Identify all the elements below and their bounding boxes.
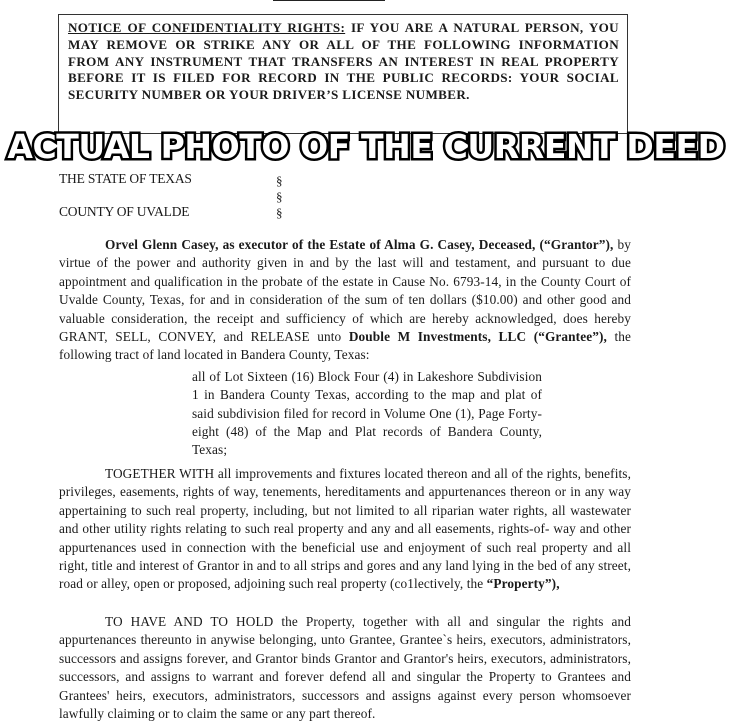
grantor-name: Orvel Glenn Casey, as executor of the Estate of Alma G. Casey, Deceased, (“Grantor”), — [105, 237, 614, 252]
section-mark: § — [276, 189, 283, 204]
section-mark: § — [276, 205, 283, 220]
top-rule — [273, 0, 385, 1]
notice-heading: NOTICE OF CONFIDENTIALITY RIGHTS: — [68, 20, 346, 35]
together-with-paragraph — [59, 465, 631, 594]
grant-tail: the following tract of land located in Bandera County, Texas: — [59, 329, 631, 363]
grant-paragraph — [59, 236, 631, 365]
venue-state: THE STATE OF TEXAS — [59, 171, 192, 186]
habendum-body: TO HAVE AND TO HOLD the Property, together with all and singular the rights and appurtenances thereunto in anywise belonging, unto Grantee, Grantee`s heirs, executors, administrators, successors and assigns forever, and Grantor binds Grantor and Grantor's heirs, executors, administrators, successors, and assigns to warrant and forever defend all and singular the Property to Grantees and Grantees' heirs, executors, administrators, successors and assigns against every person whomsoever lawfully claiming or to claim the same or any part thereof. — [59, 614, 631, 722]
grant-body: by virtue of the power and authority given in and by the last will and testament, and pursuant to due appointment and qualification in the probate of the estate in Cause No. 6793-14, in the County Court of Uvalde County, Texas, for and in consideration of the sum of ten dollars ($10.00) and other good and valuable consideration, the receipt and sufficiency of which are hereby acknowledged, does hereby GRANT, SELL, CONVEY, and RELEASE unto — [59, 237, 631, 345]
overlay-banner: ACTUAL PHOTO OF THE CURRENT DEED — [7, 126, 725, 166]
notice-body: IF YOU ARE A NATURAL PERSON, YOU MAY REMOVE OR STRIKE ANY OR ALL OF THE FOLLOWING INFORMATION FROM ANY INSTRUMENT THAT TRANSFERS AN INTEREST IN REAL PROPERTY BEFORE IT IS FILED FOR RECORD IN THE PUBLIC RECORDS: YOUR SOCIAL SECURITY NUMBER OR YOUR DRIVER’S LICENSE NUMBER. — [68, 20, 619, 103]
grantee-name: Double M Investments, LLC (“Grantee”), — [348, 329, 607, 345]
habendum-paragraph — [59, 613, 631, 723]
section-mark: § — [276, 173, 283, 188]
together-body: TOGETHER WITH all improvements and fixtures located thereon and all of the rights, benefits, privileges, easements, rights of way, tenements, hereditaments and appurtenances thereon or in any way appertaining to such real property, including, but not limited to all riparian water rights, all wastewater and other utility rights relating to such real property and any and all easements, rights-of- way and other appurtenances used in connection with the beneficial use and enjoyment of such real property and all right, title and interest of Grantor in and to all strips and gores and any land lying in the bed of any street, road or alley, open or proposed, adjoining such real property (co1lectively, the — [59, 466, 631, 592]
venue-county: COUNTY OF UVALDE — [59, 204, 190, 219]
confidentiality-notice-box — [58, 14, 628, 134]
property-term: “Property”), — [486, 576, 560, 592]
confidentiality-notice — [68, 20, 619, 104]
legal-description: all of Lot Sixteen (16) Block Four (4) in Lakeshore Subdivision 1 in Bandera County Texas, according to the map and plat of said subdivision filed for record in Volume One (1), Page Forty-eight (48) of the Map and Plat records of Bandera County, Texas; — [192, 369, 542, 458]
